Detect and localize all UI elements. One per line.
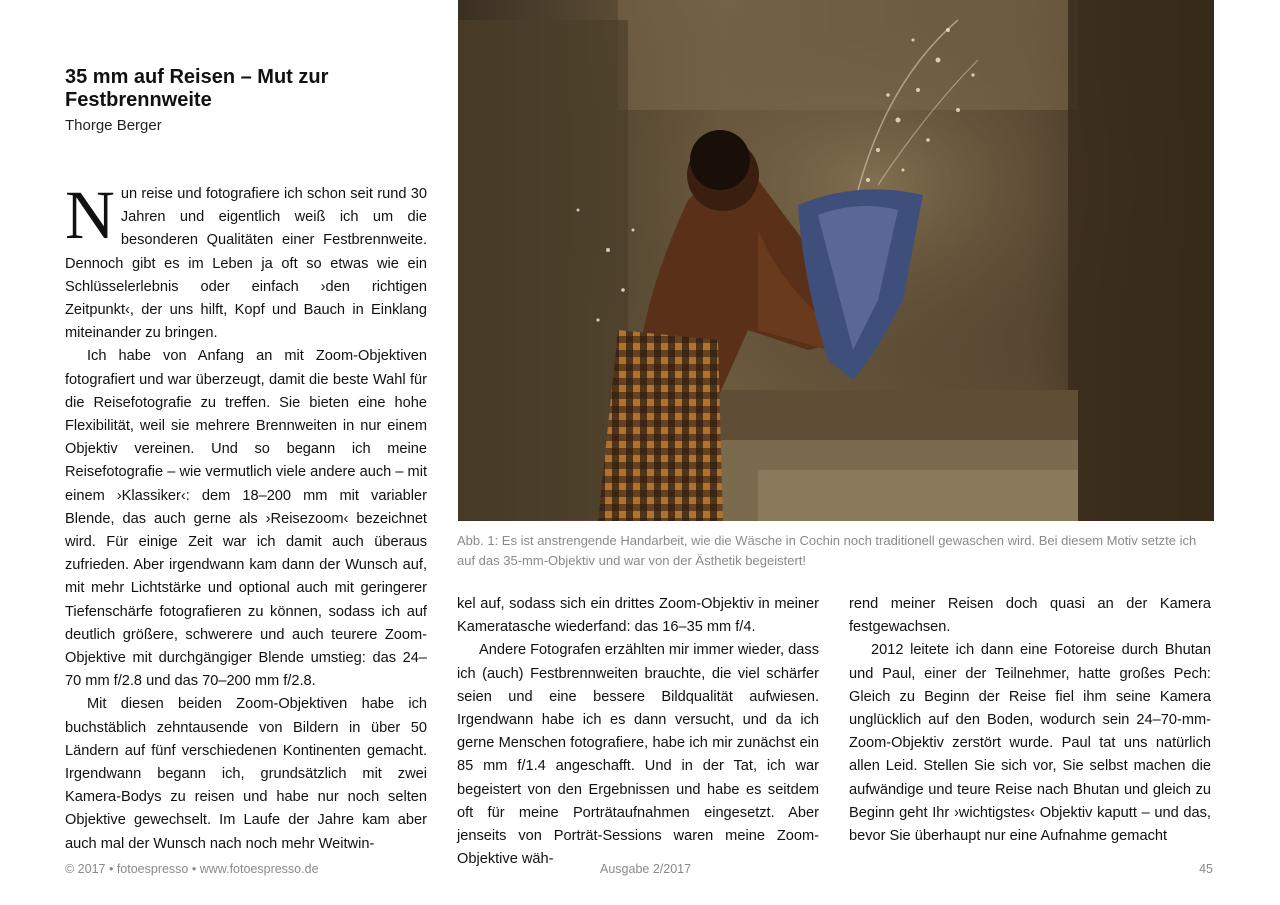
text-column-3	[849, 593, 1211, 848]
paragraph-2: Ich habe von Anfang an mit Zoom-Objektiven fotografiert und war überzeugt, damit die beste Wahl für die Reisefotografie zu treffen. Sie bieten eine hohe Flexibilität, weil sie mehrere Brennweiten in nur einem Objektiv vereinen. Und so begann ich meine Reisefotografie – wie vermutlich viele andere auch – mit einem ›Klassiker‹: dem 18–200 mm mit variabler Blende, das auch gerne als ›Reisezoom‹ bezeichnet wird. Für einige Zeit war ich damit auch überaus zufrieden. Aber irgendwann kam dann der Wunsch auf, mit mehr Lichtstärke und optional auch mit geringerer Tiefenschärfe fotografieren zu können, sodass ich auf deutlich größere, schwerere und auch teurere Zoom-Objektive mit durchgängiger Blende umstieg: das 24–70 mm f/2.8 und das 70–200 mm f/2.8.	[65, 348, 427, 690]
paragraph-3: Mit diesen beiden Zoom-Objektiven habe ich buchstäblich zehntausende von Bildern in über 50 Ländern auf fünf verschiedenen Kontinenten gemacht. Irgendwann begann ich, grundsätzlich mit zwei Kamera-Bodys zu reisen und habe nur noch selten Objektive gewechselt. Im Laufe der Jahre kam aber auch mal der Wunsch nach noch mehr Weitwin-	[65, 696, 427, 852]
text-column-1	[65, 177, 427, 856]
paragraph-1	[65, 177, 427, 345]
paragraph-4: kel auf, sodass sich ein drittes Zoom-Objektiv in meiner Kameratasche wiederfand: das 16–35 mm f/4.	[457, 596, 819, 636]
drop-cap: N	[65, 177, 115, 253]
photo-caption: Abb. 1: Es ist anstrengende Handarbeit, wie die Wäsche in Cochin noch traditionell gewaschen wird. Bei diesem Motiv setzte ich auf das 35-mm-Objektiv und war von der Ästhetik begeistert!	[457, 533, 1197, 568]
article-author: Thorge Berger	[65, 117, 162, 134]
article-title: 35 mm auf Reisen – Mut zur Festbrennweite	[65, 66, 329, 111]
paragraph-5: Andere Fotografen erzählten mir immer wieder, dass ich (auch) Festbrennweiten brauchte, die viel schärfer seien und eine bessere Bildqualität aufwiesen. Irgendwann habe ich es dann versucht, und da ich gerne Menschen fotografiere, habe ich mir zunächst ein 85 mm f/1.4 angeschafft. Und in der Tat, ich war begeistert von den Ergebnissen und habe es seitdem oft für meine Porträtaufnahmen eingesetzt. Aber jenseits von Porträt-Sessions waren meine Zoom-Objektive wäh-	[457, 642, 819, 868]
page-number: 45	[1199, 862, 1213, 876]
footer-copyright: © 2017 • fotoespresso • www.fotoespresso.de	[65, 862, 319, 876]
paragraph-7: 2012 leitete ich dann eine Fotoreise durch Bhutan und Paul, einer der Teilnehmer, hatte großes Pech: Gleich zu Beginn der Reise fiel ihm seine Kamera unglücklich auf den Boden, wodurch sein 24–70-mm-Zoom-Objektiv zerstört wurde. Paul tat uns natürlich allen Leid. Stellen Sie sich vor, Sie selbst machen die aufwändige und teure Reise nach Bhutan und gleich zu Beginn geht Ihr ›wichtigstes‹ Objektiv kaputt – und das, bevor Sie überhaupt nur eine Aufnahme gemacht	[849, 642, 1211, 845]
footer-issue: Ausgabe 2/2017	[600, 862, 692, 876]
photo-illustration	[458, 0, 1214, 521]
paragraph-1-text: un reise und fotografiere ich schon seit rund 30 Jahren und eigentlich weiß ich um die besonderen Qualitäten einer Festbrennweite. Dennoch gibt es im Leben ja oft so etwas wie ein Schlüsselerlebnis oder einfach ›den richtigen Zeitpunkt‹, der uns hilft, Kopf und Bauch in Einklang miteinander zu bringen.	[65, 186, 427, 342]
text-column-2	[457, 593, 819, 871]
laundry-photo	[458, 0, 1214, 521]
paragraph-6: rend meiner Reisen doch quasi an der Kamera festgewachsen.	[849, 596, 1211, 636]
